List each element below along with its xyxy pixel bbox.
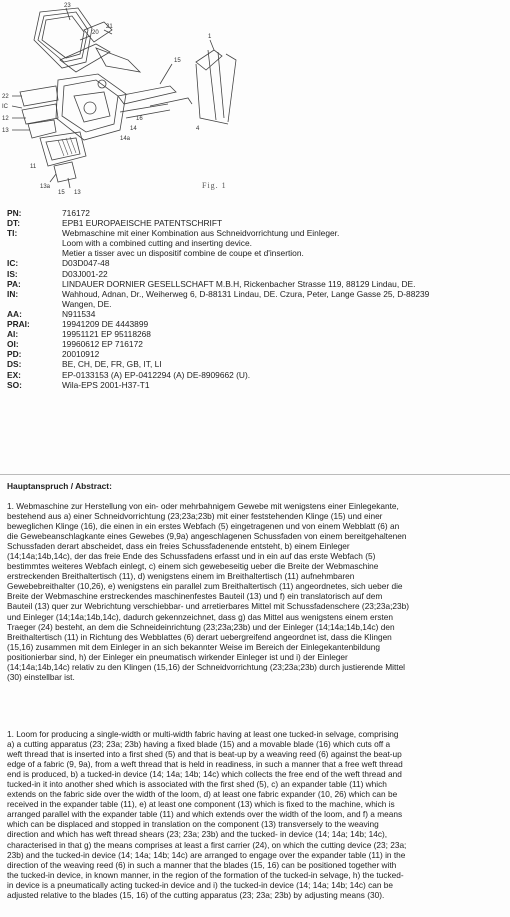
text-line: Gewebebreithalter (10,26), e) wenigstens ein parallel zum Breithaltertisch (11) angeordnetes, sich ueber die	[7, 581, 403, 592]
biblio-value	[62, 380, 505, 390]
biblio-value	[62, 349, 505, 359]
text-line: positionierbar sind, h) der Einleger ein pneumatisch wirkender Einleger ist und i) der Einleger	[7, 651, 348, 662]
biblio-value	[62, 339, 505, 349]
biblio-value	[62, 258, 505, 268]
text-line: received in the expander table (11), e) at least one component (13) which is fixed to the machine, which is	[7, 799, 395, 810]
biblio-value	[62, 218, 505, 228]
ref-num: 15	[58, 190, 65, 196]
text-line: which can be displaced and stopped in translation on the component (13) transversely to the weaving	[7, 819, 379, 830]
biblio-row	[7, 279, 505, 289]
biblio-code: TI:	[7, 228, 18, 239]
ref-num: 21	[106, 24, 113, 30]
biblio-code: DT:	[7, 218, 21, 229]
text-line: extends on the fabric side over the width of the loom, d) at least one fabric expander (10, 26) which can be	[7, 789, 398, 800]
claim-english	[7, 729, 505, 900]
biblio-value	[62, 228, 505, 258]
biblio-row	[7, 269, 505, 279]
biblio-row	[7, 218, 505, 228]
biblio-code: PD:	[7, 349, 22, 360]
text-line: (15,16) zusammen mit dem Einleger in an sich bekannter Weise im Bereich der Einlegekantenbildung	[7, 641, 380, 652]
text-line: bestehend aus a) einer Schneidvorrichtung (23;23a;23b) mit einer feststehenden Klinge (15) und einer	[7, 511, 383, 522]
biblio-value-line: Metier a tisser avec un dispositif combine de coupe et d'insertion.	[62, 248, 304, 259]
biblio-value-line: 19951121 EP 95118268	[62, 329, 151, 340]
text-line: erstreckenden Breithaltertisch (11), d) wenigstens einem im Breithaltertisch (11) aufnehmbaren	[7, 571, 355, 582]
text-line: (14;14a;14b,14c) relativ zu den Klingen (15,16) der Schneidvorrichtung (23;23a;23b) durch justierende Mittel	[7, 661, 406, 672]
ref-num: 14	[130, 126, 137, 132]
biblio-value-line: LINDAUER DORNIER GESELLSCHAFT M.B.H, Rickenbacher Strasse 119, 88129 Lindau, DE.	[62, 278, 416, 289]
biblio-code: PA:	[7, 278, 21, 289]
biblio-row	[7, 370, 505, 380]
biblio-value-line: EP-0133153 (A) EP-0412294 (A) DE-8909662 (U).	[62, 369, 251, 380]
biblio-value-line: N911534	[62, 308, 96, 319]
biblio-code: EX:	[7, 369, 21, 380]
biblio-row	[7, 329, 505, 339]
text-line: Schussfaden derart abscheidet, dass ein freies Schussfadenende entsteht, b) einem Einleger	[7, 541, 350, 552]
text-line: the tucked-in device, in known manner, in the region of the formation of the tucked-in selvage, h) the tucked-	[7, 869, 404, 880]
biblio-code: AI:	[7, 329, 19, 340]
ref-num: IC	[2, 104, 8, 110]
text-line: und Einleger (14;14a;14b,14c), dadurch gekennzeichnet, dass g) das Mittel aus wenigstens einem ersten	[7, 611, 394, 622]
biblio-row	[7, 228, 505, 258]
biblio-value-line: BE, CH, DE, FR, GB, IT, LI	[62, 359, 162, 370]
biblio-code: IC:	[7, 258, 19, 269]
biblio-value-line: EPB1 EUROPAEISCHE PATENTSCHRIFT	[62, 218, 223, 229]
biblio-code: SO:	[7, 379, 22, 390]
ref-num: 15	[174, 58, 181, 64]
biblio-code: IS:	[7, 268, 18, 279]
biblio-row	[7, 339, 505, 349]
text-line: Traeger (24) besteht, an dem die Schneideinrichtung (23;23a;23b) und der Einleger (14;14a;14b,14c) den	[7, 621, 395, 632]
biblio-value	[62, 208, 505, 218]
biblio-value-line: Webmaschine mit einer Kombination aus Schneidvorrichtung und Einleger.	[62, 228, 340, 239]
claim-german	[7, 501, 505, 682]
biblio-value	[62, 269, 505, 279]
biblio-code: AA:	[7, 308, 22, 319]
biblio-value	[62, 370, 505, 380]
ref-num: 13	[74, 190, 81, 196]
ref-num: 1	[208, 34, 212, 40]
text-line: edge of a fabric (9, 9a), from a weft thread that is held in readiness, in such a manner that a free weft thread	[7, 759, 403, 770]
text-line: direction and which has weft thread shears (23; 23a; 23b) and the tucked- in device (14; 14a; 14b; 14c),	[7, 829, 388, 840]
biblio-row	[7, 289, 505, 309]
biblio-row	[7, 380, 505, 390]
patent-drawing	[0, 0, 250, 200]
biblio-value-line: Wangen, DE.	[62, 298, 112, 309]
biblio-value	[62, 359, 505, 369]
biblio-code: PRAI:	[7, 319, 30, 330]
text-line: adjusted relative to the blades (15, 16) of the cutting apparatus (23; 23a; 23b) by adjusting means (30).	[7, 889, 385, 900]
biblio-value-line: Loom with a combined cutting and inserting device.	[62, 238, 252, 249]
biblio-value	[62, 319, 505, 329]
biblio-value-line: Wahhoud, Adnan, Dr., Weiherweg 6, D-88131 Lindau, DE. Czura, Peter, Lange Gasse 25, D-88239	[62, 288, 430, 299]
biblio-row	[7, 258, 505, 268]
biblio-value	[62, 289, 505, 309]
biblio-value-line: D03D047-48	[62, 258, 110, 269]
text-line: (30) einstellbar ist.	[7, 671, 75, 682]
text-line: 23b) and the tucked-in device (14; 14a; 14b; 14c) are arranged to engage over the expander table (11) in the	[7, 849, 406, 860]
text-line: in device is a pneumatically acting tucked-in device and i) the tucked-in device (14; 14a; 14b; 14c) can be	[7, 879, 394, 890]
text-line: arranged parallel with the expander table (11) and which extends over the width of the loom, and f) a means	[7, 809, 403, 820]
biblio-value-line: Wila-EPS 2001-H37-T1	[62, 379, 150, 390]
biblio-value-line: 19960612 EP 716172	[62, 339, 143, 350]
text-line: 1. Webmaschine zur Herstellung von ein- oder mehrbahnigem Gewebe mit wenigstens einer Einlegekante,	[7, 501, 399, 511]
ref-num: 20	[92, 30, 99, 36]
ref-num: 13a	[40, 184, 51, 190]
biblio-row	[7, 208, 505, 218]
text-line: end is produced, b) a tucked-in device (14; 14a; 14b; 14c) which collects the free end of the weft thread and	[7, 769, 402, 780]
biblio-value	[62, 309, 505, 319]
abstract-heading: Hauptanspruch / Abstract:	[7, 481, 112, 491]
text-line: Breite der Webmaschine erstreckendes maschinenfestes Bauteil (13) und f) ein translatorisch auf dem	[7, 591, 383, 602]
text-line: die Gewebeanschlagkante eines Gewebes (9,9a) angeschlagenen Schussfaden von einem bereitgehaltenen	[7, 531, 407, 542]
figure-caption: Fig. 1	[202, 181, 227, 190]
divider	[0, 474, 510, 475]
biblio-row	[7, 309, 505, 319]
text-line: direction of the weaving reed (6) in such a manner that the blades (15, 16) can be positioned together with	[7, 859, 397, 870]
biblio-code: OI:	[7, 339, 19, 350]
ref-num: 11	[30, 164, 37, 170]
ref-num: 4	[196, 126, 200, 132]
text-line: bestimmtes weiteres Webfach einlegt, c) einem sich gewebeseitig ueber die Breite der Webmaschine	[7, 561, 379, 572]
biblio-value-line: D03J001-22	[62, 268, 108, 279]
ref-num: 13	[2, 128, 9, 134]
ref-num: 14a	[120, 136, 131, 142]
text-line: 1. Loom for producing a single-width or multi-width fabric having at least one tucked-in selvage, comprising	[7, 729, 399, 739]
biblio-row	[7, 349, 505, 359]
ref-num: 12	[2, 116, 9, 122]
text-line: a) a cutting apparatus (23; 23a; 23b) having a fixed blade (15) and a movable blade (16) which cuts off a	[7, 739, 391, 750]
text-line: weft thread that is inserted into a first shed (5) and that is beat-up by a weaving reed (6) against the beat-up	[7, 749, 402, 760]
biblio-value	[62, 279, 505, 289]
text-line: characterised in that g) the means comprises at least a first carrier (24), on which the cutting device (23; 23a;	[7, 839, 407, 850]
text-line: tucked-in it into another shed which is associated with the first shed (5), c) an expander table (11) which	[7, 779, 387, 790]
biblio-code: IN:	[7, 288, 19, 299]
text-line: (14;14a;14b,14c), der das freie Ende des Schussfadens erfasst und in ein auf das erste Webfach (5)	[7, 551, 376, 562]
biblio-code: DS:	[7, 359, 22, 370]
bibliographic-data	[7, 208, 505, 390]
text-line: Breithaltertisch (11) in Richtung des Webblattes (6) derart uebergreifend angeordnet ist, dass die Klingen	[7, 631, 392, 642]
ref-num: 23	[64, 3, 71, 9]
biblio-value-line: 19941209 DE 4443899	[62, 319, 149, 330]
ref-num: 16	[136, 116, 143, 122]
biblio-value	[62, 329, 505, 339]
text-line: Bauteil (13) quer zur Webrichtung verschiebbar- und arretierbares Mittel mit Schussfadenschere (23;23a;23b)	[7, 601, 409, 612]
biblio-row	[7, 319, 505, 329]
biblio-code: PN:	[7, 208, 22, 218]
biblio-row	[7, 359, 505, 369]
ref-num: 22	[2, 94, 9, 100]
biblio-value-line: 20010912	[62, 349, 100, 360]
biblio-value-line: 716172	[62, 208, 90, 218]
text-line: beweglichen Klinge (16), die einen in ein erstes Webfach (5) eingetragenen und von einem Webblatt (6) an	[7, 521, 400, 532]
